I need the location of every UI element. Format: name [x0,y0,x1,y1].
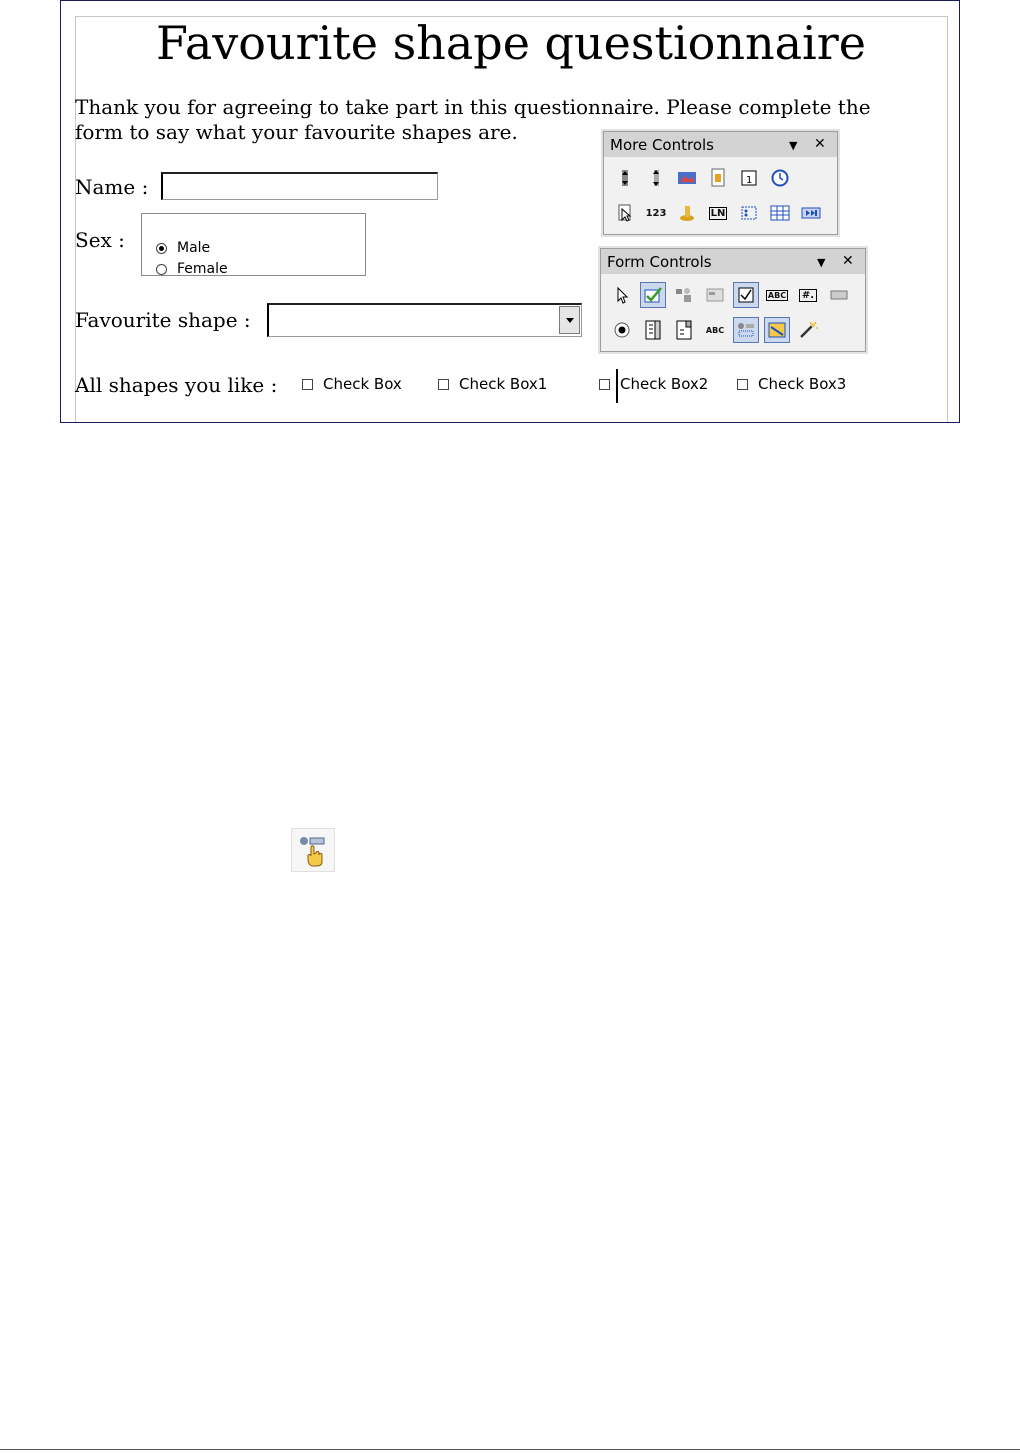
intro-line-2: form to say what your favourite shapes are. [75,120,518,144]
text-box-icon[interactable] [764,282,790,308]
select-icon[interactable] [609,282,635,308]
toolbar-titlebar[interactable] [604,132,837,157]
design-mode-icon[interactable] [640,282,666,308]
scrollbar-icon[interactable] [643,165,669,191]
list-box-icon[interactable] [640,317,666,343]
table-control-icon[interactable] [767,200,793,226]
close-icon[interactable]: ✕ [814,136,826,152]
currency-field-icon[interactable] [674,200,700,226]
checkbox-icon [599,379,610,390]
image-button-icon[interactable] [674,165,700,191]
label-field-icon[interactable]: ABC [705,325,725,335]
more-controls-toolbar [603,131,838,235]
radio-label-male: Male [177,240,211,256]
check-box-label: Check Box3 [758,375,847,393]
push-button-icon[interactable] [826,282,852,308]
page-divider [0,1449,1020,1450]
navigation-bar-icon[interactable] [798,200,824,226]
favourite-shape-label: Favourite shape : [75,308,251,332]
checkbox-icon [737,379,748,390]
formatted-field-icon[interactable] [795,282,821,308]
more-controls-icon[interactable] [733,317,759,343]
radio-female[interactable] [156,260,228,276]
checkbox-icon [302,379,313,390]
shapes-like-label: All shapes you like : [75,373,278,397]
svg-text:1: 1 [746,175,753,186]
sex-label: Sex : [75,228,125,252]
radio-male[interactable] [156,239,210,257]
checkbox-icon [438,379,449,390]
radio-label-female: Female [177,261,228,276]
more-controls-row-2 [612,200,829,226]
toolbar-menu-icon[interactable]: ▼ [789,139,798,152]
numerical-field-icon[interactable]: 123 [645,207,667,219]
close-icon[interactable]: ✕ [842,253,854,269]
pattern-field-icon[interactable] [705,200,731,226]
favourite-shape-combo[interactable] [267,303,582,337]
check-box-label: Check Box [323,375,402,393]
file-selection-icon[interactable] [612,200,638,226]
radio-empty-icon [156,264,167,275]
date-field-icon[interactable] [736,165,762,191]
option-button-icon[interactable] [609,317,635,343]
form-controls-toolbar [600,248,866,352]
check-box-icon[interactable] [733,282,759,308]
text-cursor [616,369,618,403]
image-control-icon[interactable] [705,165,731,191]
combo-box-icon[interactable] [671,317,697,343]
more-controls-icon [291,828,335,872]
form-design-icon[interactable] [764,317,790,343]
check-box-0[interactable] [302,375,402,393]
time-field-icon[interactable] [767,165,793,191]
chevron-down-icon[interactable] [559,306,580,334]
name-input[interactable] [161,172,438,200]
more-controls-row-1 [612,165,798,191]
spin-button-icon[interactable] [612,165,638,191]
pattern-field-label: LN [710,207,726,219]
control-properties-icon[interactable] [671,282,697,308]
check-box-1[interactable] [438,375,547,393]
check-box-label: Check Box1 [459,375,548,393]
radio-selected-icon [156,243,167,254]
wizards-icon[interactable] [795,317,821,343]
check-box-label: Check Box2 [620,375,709,393]
form-properties-icon[interactable] [702,282,728,308]
form-controls-row-2 [609,317,826,343]
form-title: Favourite shape questionnaire [156,16,866,70]
toolbar-title: More Controls [610,135,714,154]
text-box-label: ABC [767,290,787,300]
form-controls-row-1 [609,282,857,308]
toolbar-title: Form Controls [607,252,712,271]
toolbar-menu-icon[interactable]: ▼ [817,256,826,269]
screenshot-frame [60,0,960,423]
check-box-3[interactable] [737,375,846,393]
intro-line-1: Thank you for agreeing to take part in this questionnaire. Please complete the [75,95,871,119]
formatted-field-label: #. [799,289,817,302]
toolbar-titlebar[interactable] [601,249,865,274]
sex-option-group [141,213,366,276]
group-box-icon[interactable] [736,200,762,226]
name-label: Name : [75,175,149,199]
